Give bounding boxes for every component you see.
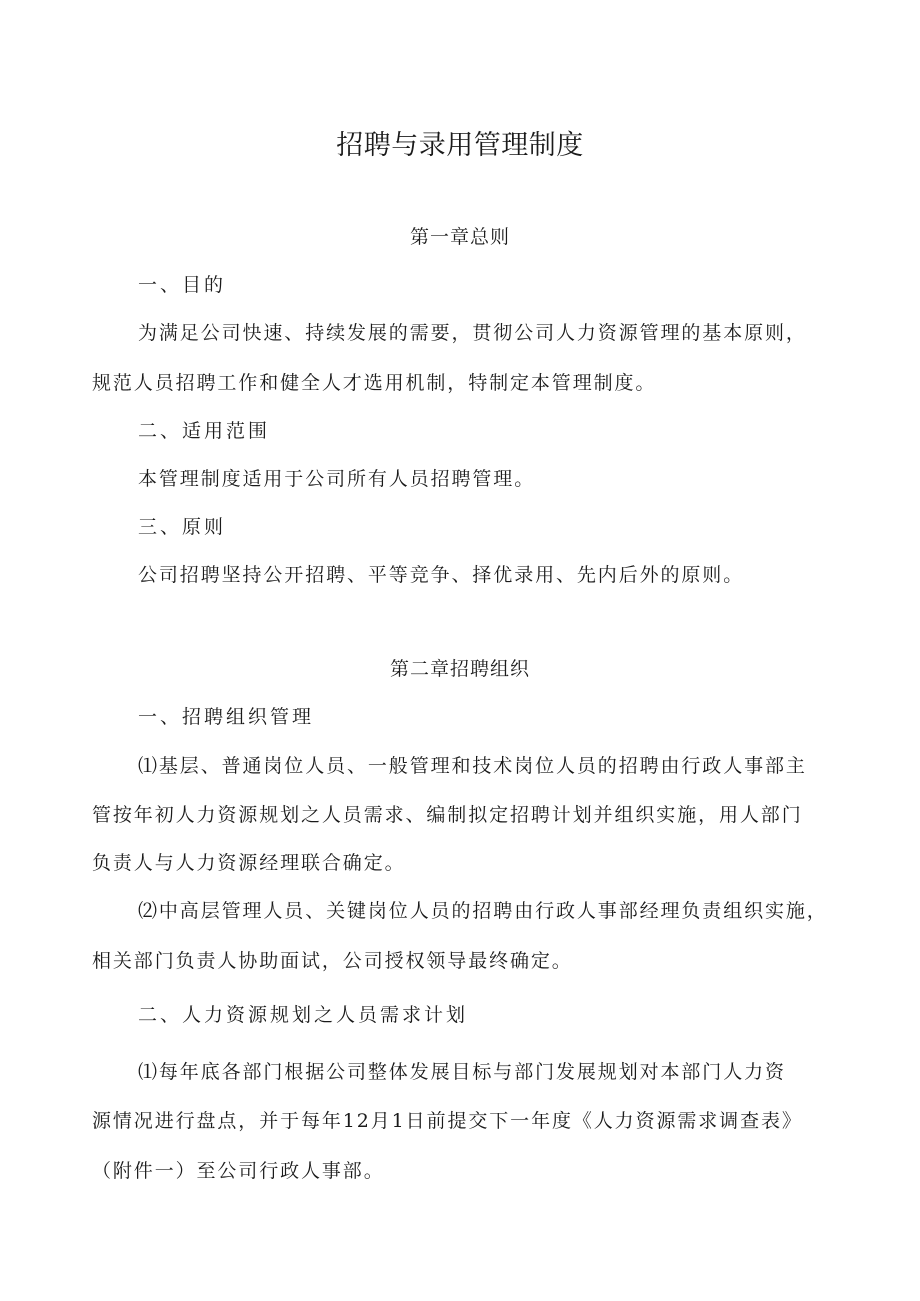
chapter-1-section-1-heading: 一、目的	[138, 274, 227, 296]
chapter-2-section-2-heading: 二、人力资源规划之人员需求计划	[138, 1004, 469, 1026]
chapter-1-section-1-line-1: 为满足公司快速、持续发展的需要，贯彻公司人力资源管理的基本原则，	[138, 322, 807, 344]
chapter-2-title: 第二章招聘组织	[389, 658, 530, 680]
chapter-1-section-1-line-2: 规范人员招聘工作和健全人才选用机制，特制定本管理制度。	[92, 372, 657, 394]
chapter-2-section-2-p1-line-2: 源情况进行盘点，并于每年12月1日前提交下一年度《人力资源需求调查表》	[92, 1110, 803, 1132]
chapter-2-section-2-p1-line-3: （附件一）至公司行政人事部。	[92, 1160, 385, 1182]
chapter-1-title: 第一章总则	[409, 226, 510, 248]
chapter-2-section-1-p1-line-3: 负责人与人力资源经理联合确定。	[92, 852, 406, 874]
chapter-1-section-3-line-1: 公司招聘坚持公开招聘、平等竞争、择优录用、先内后外的原则。	[138, 564, 745, 586]
chapter-2-section-1-p1-line-2: 管按年初人力资源规划之人员需求、编制拟定招聘计划并组织实施，用人部门	[92, 804, 803, 826]
chapter-2-section-2-p1-line-1: ⑴每年底各部门根据公司整体发展目标与部门发展规划对本部门人力资	[138, 1061, 786, 1083]
chapter-1-section-2-heading: 二、适用范围	[138, 420, 271, 442]
document-title: 招聘与录用管理制度	[336, 130, 584, 161]
chapter-1-section-2-line-1: 本管理制度适用于公司所有人员招聘管理。	[138, 468, 536, 490]
chapter-2-section-1-p2-line-2: 相关部门负责人协助面试，公司授权领导最终确定。	[92, 950, 573, 972]
chapter-2-section-1-p1-line-1: ⑴基层、普通岗位人员、一般管理和技术岗位人员的招聘由行政人事部主	[138, 755, 807, 777]
chapter-1-section-3-heading: 三、原则	[138, 516, 227, 538]
chapter-2-section-1-heading: 一、招聘组织管理	[138, 706, 315, 728]
chapter-2-section-1-p2-line-1: ⑵中高层管理人员、关键岗位人员的招聘由行政人事部经理负责组织实施，	[138, 900, 828, 922]
